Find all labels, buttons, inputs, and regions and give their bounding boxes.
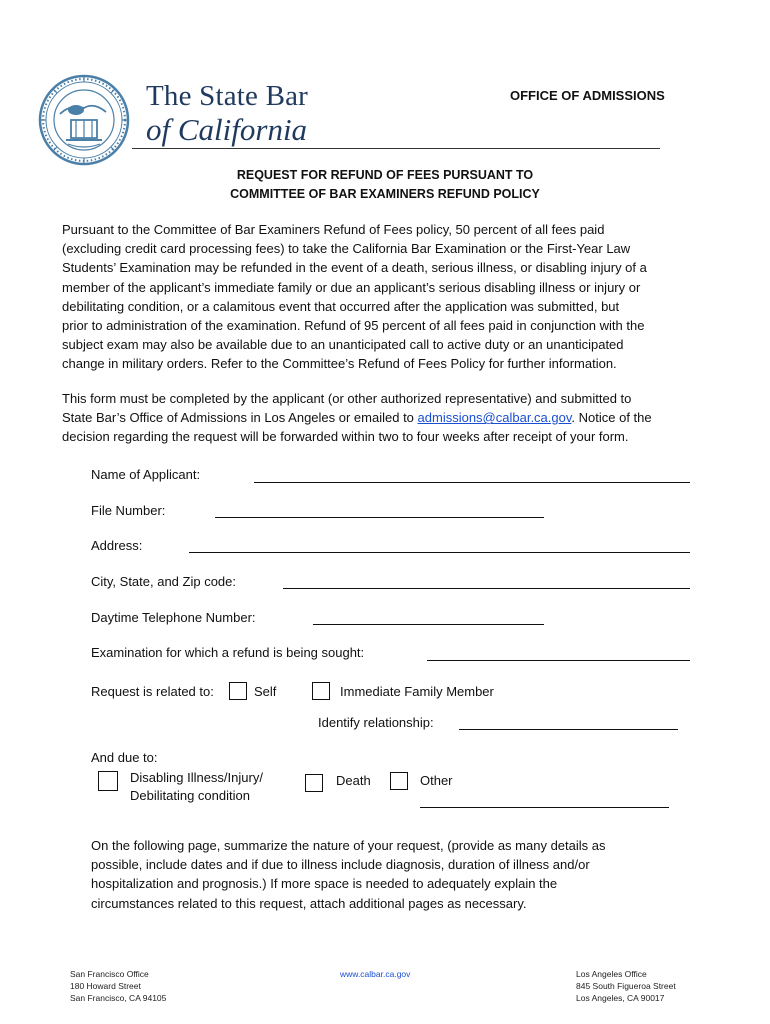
examination-field[interactable] — [427, 660, 690, 661]
policy-paragraph — [62, 220, 708, 374]
closing-line: circumstances related to this request, attach additional pages as necessary. — [91, 895, 527, 911]
submission-paragraph — [62, 389, 708, 447]
policy-line: (excluding credit card processing fees) to take the California Bar Examination or the First-Year Law — [62, 241, 631, 257]
family-member-label: Immediate Family Member — [340, 684, 494, 699]
policy-line: Students’ Examination may be refunded in the event of a death, serious illness, or disabling injury of a — [62, 260, 647, 276]
policy-line: debilitating condition, or a calamitous event that occurred after the application was submitted, but — [62, 298, 620, 314]
la-office-address: Los Angeles Office 845 South Figueroa Street Los Angeles, CA 90017 — [576, 969, 676, 1003]
form-title-line2: COMMITTEE OF BAR EXAMINERS REFUND POLICY — [230, 187, 540, 201]
submission-line: decision regarding the request will be forwarded within two to four weeks after receipt of your form. — [62, 429, 629, 445]
address-field[interactable] — [189, 552, 690, 553]
death-label: Death — [336, 773, 371, 788]
closing-paragraph — [91, 836, 701, 913]
city-state-zip-label: City, State, and Zip code: — [91, 574, 236, 589]
policy-line: Pursuant to the Committee of Bar Examiners Refund of Fees policy, 50 percent of all fees paid — [62, 222, 605, 237]
family-member-checkbox[interactable] — [312, 682, 330, 700]
self-checkbox[interactable] — [229, 682, 247, 700]
name-label: Name of Applicant: — [91, 467, 201, 482]
request-related-label: Request is related to: — [91, 684, 214, 699]
phone-field[interactable] — [313, 624, 544, 625]
sf-office-address: San Francisco Office 180 Howard Street San Francisco, CA 94105 — [70, 969, 167, 1003]
submission-line: This form must be completed by the applicant (or other authorized representative) and submitted to — [62, 391, 632, 406]
state-bar-seal-logo — [38, 74, 130, 166]
policy-line: change in military orders. Refer to the Committee’s Refund of Fees Policy for further information. — [62, 356, 617, 372]
due-to-label: And due to: — [91, 750, 158, 765]
self-label: Self — [254, 684, 277, 699]
form-title-line1: REQUEST FOR REFUND OF FEES PURSUANT TO — [236, 168, 534, 182]
relationship-field[interactable] — [459, 729, 678, 730]
admissions-email-link[interactable]: admissions@calbar.ca.gov — [417, 410, 572, 426]
submission-line: State Bar’s Office of Admissions in Los Angeles or emailed to admissions@calbar.ca.gov. Notice of the — [62, 410, 652, 426]
policy-line: member of the applicant’s immediate family or due an applicant’s serious disabling illness or injury or — [62, 279, 641, 295]
file-number-field[interactable] — [215, 517, 544, 518]
website-link[interactable]: www.calbar.ca.gov — [340, 969, 411, 979]
identify-relationship-label: Identify relationship: — [318, 715, 434, 730]
illness-checkbox[interactable] — [98, 771, 118, 791]
closing-line: On the following page, summarize the nature of your request, (provide as many details as — [91, 838, 606, 853]
city-state-zip-field[interactable] — [283, 588, 690, 589]
policy-line: subject exam may also be available due to an unanticipated call to active duty or an unanticipated — [62, 337, 624, 353]
file-number-label: File Number: — [91, 503, 166, 518]
other-label: Other — [420, 773, 453, 788]
office-heading: OFFICE OF ADMISSIONS — [510, 88, 665, 103]
policy-line: prior to administration of the examination. Refund of 95 percent of all fees paid in conjunction with the — [62, 318, 645, 334]
illness-label: Disabling Illness/Injury/ Debilitating condition — [130, 770, 263, 803]
closing-line: hospitalization and prognosis.) If more space is needed to adequately explain the — [91, 876, 558, 892]
address-label: Address: — [91, 538, 143, 553]
other-checkbox[interactable] — [390, 772, 408, 790]
name-field[interactable] — [254, 482, 690, 483]
other-field[interactable] — [420, 807, 669, 808]
header-divider — [132, 148, 660, 149]
death-checkbox[interactable] — [305, 774, 323, 792]
org-name-line1: The State Bar — [146, 80, 309, 112]
phone-label: Daytime Telephone Number: — [91, 610, 256, 625]
examination-label: Examination for which a refund is being sought: — [91, 645, 365, 660]
closing-line: possible, include dates and if due to illness include diagnosis, duration of illness and/or — [91, 857, 590, 873]
org-name-line2: of California — [146, 112, 308, 147]
